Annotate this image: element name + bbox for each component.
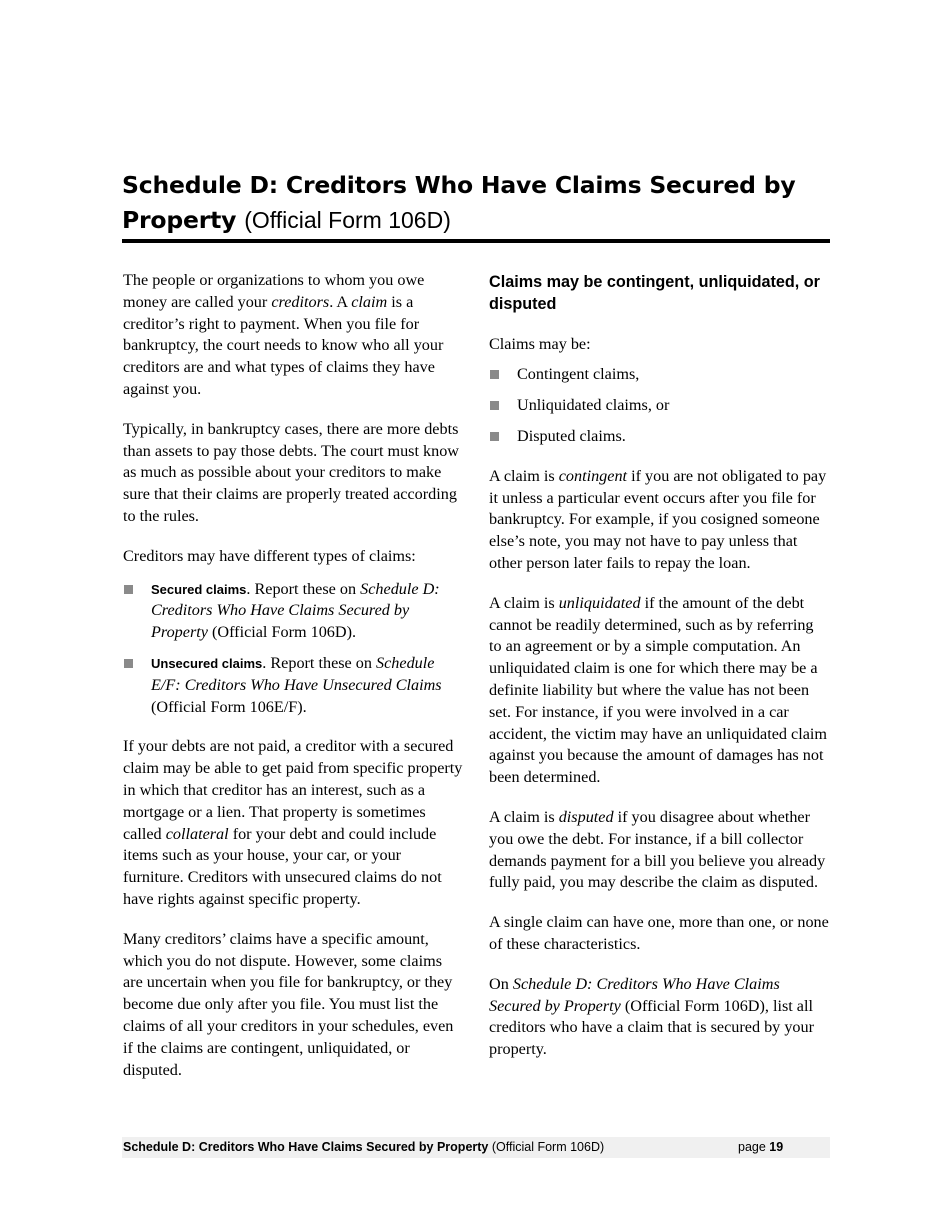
text: . A	[329, 292, 352, 311]
page-number-value: 19	[769, 1140, 784, 1154]
text: (Official Form 106D).	[207, 623, 357, 642]
footer-form: (Official Form 106D)	[491, 1140, 605, 1154]
text: (Official Form 106E/F).	[151, 697, 307, 716]
term-claim: claim	[351, 292, 388, 311]
list-item-text: Unliquidated claims, or	[517, 396, 670, 415]
square-bullet-icon	[490, 401, 499, 410]
square-bullet-icon	[124, 585, 133, 594]
list-item	[123, 579, 463, 644]
square-bullet-icon	[490, 432, 499, 441]
claims-intro: Claims may be:	[489, 334, 591, 353]
page-footer	[122, 1137, 830, 1158]
list-item-text: Disputed claims.	[517, 426, 626, 445]
list-item-label: Secured claims	[151, 581, 247, 597]
page-title	[122, 168, 830, 238]
term-unliquidated: unliquidated	[558, 593, 641, 612]
right-column	[489, 270, 829, 1079]
text: for your debt and could include items such as your house, your car, or your furniture. Creditors with unsecured claims do not have rights against specific property.	[123, 824, 442, 908]
page-label: page	[738, 1140, 766, 1154]
term-contingent: contingent	[558, 466, 628, 485]
square-bullet-icon	[490, 370, 499, 379]
text: (Official Form 106D), list all creditors who have a claim that is secured by your property.	[489, 996, 814, 1059]
footer-title	[123, 1137, 604, 1158]
text: The people or organizations to whom you owe money are called your	[123, 271, 425, 311]
footer-title-text: Schedule D: Creditors Who Have Claims Secured by Property	[123, 1140, 489, 1154]
section-heading: Claims may be contingent, unliquidated, or disputed	[489, 273, 820, 313]
intro-paragraph	[123, 270, 463, 401]
paragraph-uncertain: Many creditors’ claims have a specific amount, which you do not dispute. However, some claims are uncertain when you file for bankruptcy, or they become due only after you file. You must list the claims of all your creditors in your schedules, even if the claims are contingent, unliquidated, or disputed.	[123, 929, 454, 1079]
list-item-text: Contingent claims,	[517, 365, 640, 384]
text: A claim is	[489, 807, 559, 826]
page-title-main: Schedule D: Creditors Who Have Claims Secured by Property	[122, 171, 796, 234]
paragraph-disputed	[489, 807, 829, 894]
paragraph-characteristics: A single claim can have one, more than one, or none of these characteristics.	[489, 913, 829, 953]
form-reference: Schedule D: Creditors Who Have Claims Secured by Property	[151, 579, 440, 642]
form-reference: Schedule D: Creditors Who Have Claims Secured by Property	[489, 974, 780, 1015]
paragraph-schedule-d	[489, 974, 829, 1061]
text: if you are not obligated to pay it unless a particular event occurs after you file for bankruptcy. For example, if you cosigned someone else’s note, you may not have to pay unless that other person later fails to repay the loan.	[489, 466, 827, 572]
text: if you disagree about whether you owe the debt. For instance, if a bill collector demands payment for a bill you believe you already fully paid, you may describe the claim as disputed.	[489, 807, 826, 892]
list-item	[489, 395, 829, 417]
text: if the amount of the debt cannot be readily determined, such as by referring to an agreement or by a simple computation. An unliquidated claim is one for which there may be a definite liability but where the value has not been set. For instance, if you were involved in a car accident, the victim may have an unliquidated claim against you because the amount of damages has not been determined.	[489, 593, 828, 787]
text: A claim is	[489, 466, 559, 485]
term-collateral: collateral	[165, 824, 229, 843]
text: On	[489, 974, 513, 993]
paragraph-assets: Typically, in bankruptcy cases, there are more debts than assets to pay those debts. The court must know as much as possible about your creditors to make sure that their claims are properly treated according to the rules.	[123, 419, 459, 525]
text: If your debts are not paid, a creditor with a secured claim may be able to get paid from specific property in which that creditor has an interest, such as a mortgage or a lien. That property is sometimes called	[123, 737, 463, 843]
page-title-form: (Official Form 106D)	[244, 207, 451, 233]
text: A claim is	[489, 593, 559, 612]
paragraph-contingent	[489, 466, 829, 575]
text: . Report these on	[246, 579, 361, 598]
list-item	[489, 364, 829, 386]
term-disputed: disputed	[558, 807, 614, 826]
text: is a creditor’s right to payment. When you file for bankruptcy, the court needs to know who all your creditors are and what types of claims they have against you.	[123, 292, 444, 398]
left-column	[123, 270, 463, 1099]
paragraph-unliquidated	[489, 593, 829, 789]
list-item	[489, 426, 829, 448]
list-item-label: Unsecured claims	[151, 655, 263, 671]
text: . Report these on	[262, 653, 377, 672]
form-reference: Schedule E/F: Creditors Who Have Unsecured Claims	[151, 653, 442, 694]
square-bullet-icon	[124, 659, 133, 668]
paragraph-types: Creditors may have different types of claims:	[123, 546, 416, 565]
claim-kinds-list	[489, 364, 829, 447]
page-number	[738, 1137, 783, 1158]
claim-types-list	[123, 579, 463, 719]
term-creditors: creditors	[271, 292, 330, 311]
paragraph-collateral	[123, 736, 463, 910]
title-rule	[122, 239, 830, 243]
list-item	[123, 653, 463, 718]
